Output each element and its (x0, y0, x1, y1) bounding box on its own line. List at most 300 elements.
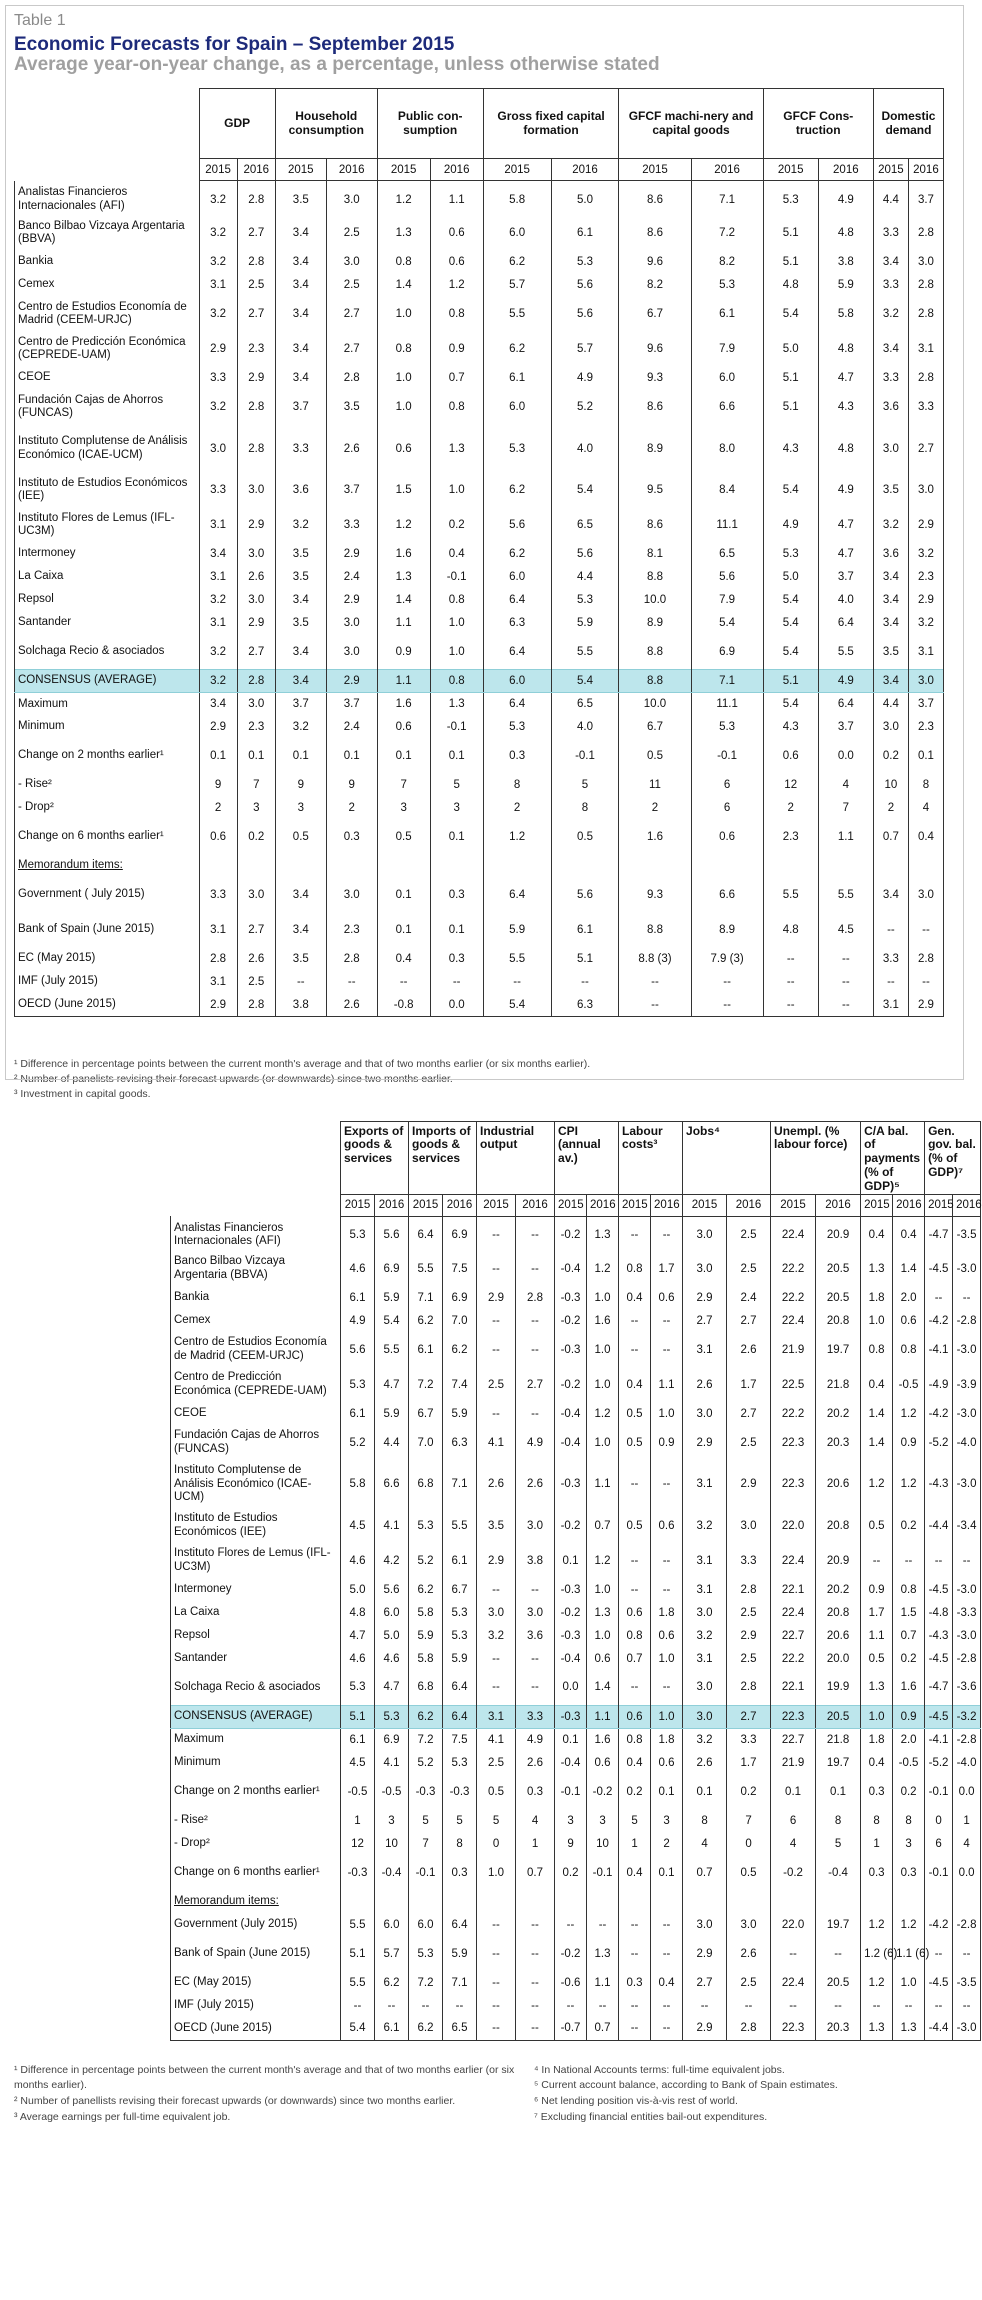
cell-value: 5 (816, 1832, 861, 1855)
cell-value: 3.3 (199, 367, 237, 390)
cell-value: 5 (477, 1809, 516, 1832)
cell-value: 3.0 (326, 181, 377, 216)
footnote: ⁶ Net lending position vis-à-vis rest of world. (534, 2095, 738, 2108)
cell-value: 1.0 (377, 390, 430, 425)
cell-value: 0.3 (861, 1774, 893, 1809)
cell-value (443, 1890, 477, 1913)
cell-value: 2.9 (908, 994, 943, 1017)
cell-value: 6.8 (409, 1460, 443, 1508)
cell-value: 7.2 (409, 1367, 443, 1402)
cell-value: 2.6 (727, 1332, 771, 1367)
cell-value: -0.2 (555, 1309, 587, 1332)
cell-value: 3.4 (199, 543, 237, 566)
cell-value: 1.0 (430, 635, 483, 670)
cell-value: 3.0 (727, 1508, 771, 1543)
cell-value: 0.6 (377, 716, 430, 739)
cell-value: 8 (683, 1809, 727, 1832)
cell-value: 0.2 (430, 508, 483, 543)
cell-value: -3.6 (953, 1670, 981, 1705)
cell-value: 5.3 (409, 1508, 443, 1543)
cell-value: -- (651, 2017, 683, 2040)
year-header: 2016 (551, 159, 619, 181)
cell-value: 1.0 (477, 1855, 516, 1890)
cell-value: 7 (237, 774, 275, 797)
cell-value: 8 (893, 1809, 925, 1832)
cell-value: 8.6 (619, 508, 691, 543)
cell-value: 4.9 (551, 367, 619, 390)
cell-value: 3.3 (908, 390, 943, 425)
cell-value: 4.1 (477, 1728, 516, 1751)
cell-value: 2.8 (908, 948, 943, 971)
cell-value: 6.2 (409, 1309, 443, 1332)
year-header: 2016 (651, 1194, 683, 1216)
cell-value: 0.1 (275, 739, 326, 774)
cell-value: -- (619, 1309, 651, 1332)
cell-value: -- (477, 2017, 516, 2040)
cell-value: 5.5 (483, 297, 551, 332)
year-header: 2015 (199, 159, 237, 181)
cell-value: -- (818, 994, 873, 1017)
cell-value: 0.8 (619, 1728, 651, 1751)
cell-value: 3.0 (683, 1670, 727, 1705)
footnote: ¹ Difference in percentage points between the current month's average and that of two months earlier (or six months earlier). (14, 1058, 591, 1070)
cell-value: 0.8 (430, 589, 483, 612)
cell-value: -0.2 (555, 1216, 587, 1251)
cell-value: 5.1 (341, 1936, 375, 1971)
cell-value: 1.0 (587, 1578, 619, 1601)
cell-value: 5.5 (763, 878, 818, 913)
cell-value: -5.2 (925, 1751, 953, 1774)
cell-value: 6 (691, 774, 763, 797)
cell-value: -0.5 (375, 1774, 409, 1809)
cell-value: 1.1 (861, 1624, 893, 1647)
row-label: Centro de Predicción Económica (CEPREDE-UAM) (15, 332, 200, 367)
row-label: Memorandum items: (15, 855, 200, 878)
cell-value: 3.7 (908, 693, 943, 716)
cell-value: -- (409, 1994, 443, 2017)
row-label: Solchaga Recio & asociados (15, 635, 200, 670)
cell-value: 2.8 (727, 1670, 771, 1705)
cell-value: 1.7 (727, 1367, 771, 1402)
row-label: Instituto de Estudios Económicos (IEE) (15, 473, 200, 508)
cell-value (555, 1890, 587, 1913)
cell-value: 0.3 (430, 878, 483, 913)
cell-value: 6 (925, 1832, 953, 1855)
cell-value: 3.0 (326, 878, 377, 913)
cell-value: 5.9 (409, 1624, 443, 1647)
cell-value: 9 (326, 774, 377, 797)
cell-value: 3.2 (199, 297, 237, 332)
cell-value (619, 1890, 651, 1913)
cell-value: 2.8 (908, 216, 943, 251)
cell-value: -- (619, 1543, 651, 1578)
row-label: Maximum (15, 693, 200, 716)
cell-value: 0.4 (908, 820, 943, 855)
cell-value: 6.0 (483, 390, 551, 425)
cell-value: 0.2 (893, 1774, 925, 1809)
table-row (171, 1855, 981, 1890)
cell-value: -0.3 (341, 1855, 375, 1890)
table-row (171, 2017, 981, 2040)
cell-value: 3.3 (873, 367, 908, 390)
cell-value: -4.5 (925, 1971, 953, 1994)
cell-value: 2.6 (326, 994, 377, 1017)
cell-value (953, 1890, 981, 1913)
cell-value: 5.3 (409, 1936, 443, 1971)
cell-value: 3.0 (683, 1251, 727, 1286)
cell-value: 0.8 (377, 332, 430, 367)
cell-value (477, 1890, 516, 1913)
table-row (171, 1624, 981, 1647)
cell-value: 3.0 (237, 473, 275, 508)
cell-value: 3.0 (683, 1402, 727, 1425)
cell-value: 3.3 (873, 216, 908, 251)
cell-value: 1.3 (430, 425, 483, 473)
cell-value: 0.0 (953, 1855, 981, 1890)
row-label: Centro de Estudios Economía de Madrid (CEEM-URJC) (171, 1332, 341, 1367)
cell-value: 22.4 (771, 1971, 816, 1994)
cell-value: 0.3 (516, 1774, 555, 1809)
cell-value: 8 (816, 1809, 861, 1832)
table-row (171, 1578, 981, 1601)
cell-value: 3.1 (683, 1578, 727, 1601)
cell-value: 5.9 (551, 612, 619, 635)
cell-value: 0.0 (953, 1774, 981, 1809)
table-row (171, 1367, 981, 1402)
cell-value: 3.0 (516, 1601, 555, 1624)
cell-value: -- (516, 1309, 555, 1332)
cell-value: 2.9 (683, 2017, 727, 2040)
cell-value: 0.5 (619, 1508, 651, 1543)
cell-value: 2.3 (763, 820, 818, 855)
cell-value: 5.3 (443, 1624, 477, 1647)
cell-value: -- (375, 1994, 409, 2017)
cell-value: -0.1 (430, 716, 483, 739)
cell-value: 3.3 (873, 274, 908, 297)
cell-value: 1.7 (727, 1751, 771, 1774)
cell-value: 0.1 (430, 820, 483, 855)
cell-value: 0.7 (587, 2017, 619, 2040)
row-label: Change on 6 months earlier¹ (171, 1855, 341, 1890)
row-label: Santander (15, 612, 200, 635)
cell-value: 1.3 (377, 216, 430, 251)
cell-value: 5.4 (375, 1309, 409, 1332)
table-row (171, 1216, 981, 1251)
cell-value: -- (477, 1332, 516, 1367)
cell-value: 0.6 (893, 1309, 925, 1332)
row-label: - Rise² (171, 1809, 341, 1832)
cell-value: 0.8 (430, 390, 483, 425)
cell-value: 7.5 (443, 1251, 477, 1286)
cell-value: 3.0 (683, 1913, 727, 1936)
cell-value (651, 1890, 683, 1913)
cell-value: 2.3 (237, 716, 275, 739)
cell-value: 3.4 (873, 670, 908, 693)
cell-value: 8.6 (619, 181, 691, 216)
cell-value: 1.0 (377, 367, 430, 390)
cell-value: 4.5 (341, 1508, 375, 1543)
cell-value: 3.0 (237, 589, 275, 612)
cell-value: 5.1 (341, 1705, 375, 1728)
cell-value: 6.2 (409, 1578, 443, 1601)
cell-value: 2.9 (199, 716, 237, 739)
table-row (171, 1647, 981, 1670)
cell-value: 3.7 (326, 693, 377, 716)
cell-value: 1.1 (430, 181, 483, 216)
cell-value: 3.7 (908, 181, 943, 216)
cell-value: -- (551, 971, 619, 994)
cell-value: 5.4 (341, 2017, 375, 2040)
cell-value: 4.9 (341, 1309, 375, 1332)
cell-value: 5.5 (341, 1971, 375, 1994)
cell-value: 3.0 (326, 612, 377, 635)
cell-value: 1.8 (651, 1728, 683, 1751)
cell-value: 1 (516, 1832, 555, 1855)
cell-value: 3 (237, 797, 275, 820)
cell-value: 22.2 (771, 1402, 816, 1425)
cell-value: 0.4 (377, 948, 430, 971)
table-row (171, 1809, 981, 1832)
cell-value: 0.8 (430, 670, 483, 693)
cell-value: 0.8 (619, 1251, 651, 1286)
cell-value: 20.5 (816, 1705, 861, 1728)
cell-value: 6.1 (341, 1728, 375, 1751)
cell-value: 3.4 (873, 878, 908, 913)
cell-value: 5.5 (375, 1332, 409, 1367)
cell-value: 0.9 (651, 1425, 683, 1460)
cell-value: -- (477, 1216, 516, 1251)
cell-value: 5 (430, 774, 483, 797)
cell-value: 3.2 (199, 216, 237, 251)
cell-value: 7.9 (691, 332, 763, 367)
row-label: Instituto Complutense de Análisis Económico (ICAE-UCM) (171, 1460, 341, 1508)
cell-value: 6.7 (443, 1578, 477, 1601)
cell-value: 3.4 (275, 670, 326, 693)
cell-value: 1.0 (651, 1402, 683, 1425)
cell-value: 0.2 (727, 1774, 771, 1809)
cell-value: 5.8 (409, 1647, 443, 1670)
cell-value: 4.0 (818, 589, 873, 612)
cell-value: -- (619, 971, 691, 994)
cell-value: 2.6 (683, 1367, 727, 1402)
cell-value: 0 (925, 1809, 953, 1832)
cell-value: 5.5 (409, 1251, 443, 1286)
year-header: 2015 (873, 159, 908, 181)
row-label: Banco Bilbao Vizcaya Argentaria (BBVA) (15, 216, 200, 251)
cell-value: 2.8 (908, 367, 943, 390)
cell-value: 2.8 (908, 297, 943, 332)
cell-value: 22.1 (771, 1578, 816, 1601)
column-header: Public con-sumption (377, 89, 483, 159)
cell-value: 22.0 (771, 1508, 816, 1543)
cell-value: -- (516, 1332, 555, 1367)
cell-value: 8.8 (619, 566, 691, 589)
cell-value: 2.9 (908, 508, 943, 543)
cell-value: -- (430, 971, 483, 994)
cell-value: 1.2 (893, 1402, 925, 1425)
memorandum-row (171, 1890, 981, 1913)
cell-value: 4.5 (818, 913, 873, 948)
cell-value: 3.0 (326, 251, 377, 274)
row-label: EC (May 2015) (171, 1971, 341, 1994)
cell-value: 8 (908, 774, 943, 797)
cell-value: 22.2 (771, 1647, 816, 1670)
cell-value: -4.2 (925, 1913, 953, 1936)
cell-value (925, 1890, 953, 1913)
cell-value: 5.0 (763, 332, 818, 367)
cell-value: 6.2 (483, 332, 551, 367)
cell-value: 3.0 (477, 1601, 516, 1624)
cell-value: 2.6 (237, 566, 275, 589)
cell-value: 3.2 (199, 589, 237, 612)
cell-value: -3.0 (953, 1460, 981, 1508)
cell-value (516, 1890, 555, 1913)
year-header: 2016 (430, 159, 483, 181)
cell-value: -0.5 (893, 1751, 925, 1774)
cell-value: 3.2 (275, 716, 326, 739)
cell-value: 2.6 (477, 1460, 516, 1508)
cell-value: 3.4 (275, 367, 326, 390)
row-label: Santander (171, 1647, 341, 1670)
table-row (171, 1601, 981, 1624)
cell-value: 3.3 (727, 1543, 771, 1578)
cell-value: 0.3 (483, 739, 551, 774)
cell-value: 6.9 (443, 1216, 477, 1251)
cell-value: 1.1 (818, 820, 873, 855)
cell-value: 1.0 (587, 1286, 619, 1309)
cell-value: 20.6 (816, 1460, 861, 1508)
row-label: OECD (June 2015) (15, 994, 200, 1017)
cell-value: -4.2 (925, 1309, 953, 1332)
cell-value: -- (477, 1309, 516, 1332)
cell-value: 0.5 (619, 1402, 651, 1425)
cell-value: -0.2 (555, 1601, 587, 1624)
cell-value: 3.3 (275, 425, 326, 473)
cell-value: 3.0 (908, 473, 943, 508)
cell-value: 0.1 (326, 739, 377, 774)
cell-value: 3.5 (275, 543, 326, 566)
cell-value: -- (925, 1936, 953, 1971)
cell-value: -- (651, 1332, 683, 1367)
cell-value: 12 (763, 774, 818, 797)
table-row (171, 1402, 981, 1425)
cell-value: -0.4 (375, 1855, 409, 1890)
year-header: 2016 (691, 159, 763, 181)
cell-value: 3 (377, 797, 430, 820)
cell-value: 0.3 (893, 1855, 925, 1890)
cell-value: -- (477, 1578, 516, 1601)
row-label: Fundación Cajas de Ahorros (FUNCAS) (171, 1425, 341, 1460)
cell-value: 1.7 (651, 1251, 683, 1286)
cell-value: 4.1 (375, 1751, 409, 1774)
cell-value: 0.6 (691, 820, 763, 855)
cell-value: -- (516, 1402, 555, 1425)
cell-value: 3.4 (873, 251, 908, 274)
cell-value: 1.2 (483, 820, 551, 855)
year-header: 2015 (477, 1194, 516, 1216)
cell-value: 4.6 (341, 1543, 375, 1578)
cell-value: 0.1 (683, 1774, 727, 1809)
cell-value: -3.9 (953, 1367, 981, 1402)
cell-value: -3.5 (953, 1216, 981, 1251)
table-row (171, 1670, 981, 1705)
row-label: Bank of Spain (June 2015) (171, 1936, 341, 1971)
cell-value: 9 (199, 774, 237, 797)
cell-value: 9.3 (619, 878, 691, 913)
cell-value: -- (816, 1994, 861, 2017)
cell-value: 0.9 (861, 1578, 893, 1601)
cell-value: -0.4 (555, 1751, 587, 1774)
cell-value: 3.2 (199, 251, 237, 274)
cell-value: 5.6 (375, 1216, 409, 1251)
cell-value: 3.5 (275, 181, 326, 216)
cell-value: 0.1 (377, 739, 430, 774)
cell-value: -- (619, 2017, 651, 2040)
row-label: Intermoney (171, 1578, 341, 1601)
cell-value: -- (619, 1460, 651, 1508)
cell-value: 3.4 (199, 693, 237, 716)
cell-value: 12 (341, 1832, 375, 1855)
cell-value: 0.1 (771, 1774, 816, 1809)
cell-value: 2.7 (683, 1971, 727, 1994)
table-row (171, 1332, 981, 1367)
table-row (171, 1728, 981, 1751)
cell-value: 1.5 (377, 473, 430, 508)
cell-value: 2.8 (237, 390, 275, 425)
cell-value (816, 1890, 861, 1913)
cell-value: 5.9 (818, 274, 873, 297)
cell-value: 0.1 (555, 1728, 587, 1751)
column-header: Gross fixed capital formation (483, 89, 619, 159)
cell-value: 6.0 (691, 367, 763, 390)
cell-value: 5.6 (551, 543, 619, 566)
cell-value: 3.7 (326, 473, 377, 508)
cell-value: 4.2 (375, 1543, 409, 1578)
cell-value: -- (619, 1936, 651, 1971)
cell-value: 1.1 (377, 670, 430, 693)
cell-value: 1 (953, 1809, 981, 1832)
cell-value: -0.1 (691, 739, 763, 774)
cell-value: 5.4 (691, 612, 763, 635)
row-label: CEOE (171, 1402, 341, 1425)
cell-value: -0.5 (893, 1367, 925, 1402)
cell-value: 6.9 (691, 635, 763, 670)
table-row (171, 1508, 981, 1543)
cell-value: 6.0 (483, 670, 551, 693)
cell-value: 4.8 (763, 274, 818, 297)
cell-value: 3.3 (326, 508, 377, 543)
cell-value: -- (619, 1332, 651, 1367)
cell-value: 1.5 (893, 1601, 925, 1624)
row-label: Maximum (171, 1728, 341, 1751)
cell-value: -- (771, 1936, 816, 1971)
cell-value: 2.0 (893, 1286, 925, 1309)
year-header: 2016 (727, 1194, 771, 1216)
cell-value: 2.9 (199, 994, 237, 1017)
cell-value: 1.6 (619, 820, 691, 855)
cell-value: 5.4 (763, 297, 818, 332)
column-header: GDP (199, 89, 275, 159)
cell-value: 0.8 (861, 1332, 893, 1367)
cell-value: 5.1 (551, 948, 619, 971)
cell-value: 4.9 (763, 508, 818, 543)
cell-value: -0.3 (555, 1578, 587, 1601)
cell-value: 7 (377, 774, 430, 797)
cell-value: 0.7 (516, 1855, 555, 1890)
cell-value: 2.7 (237, 913, 275, 948)
cell-value: -0.2 (771, 1855, 816, 1890)
cell-value: 2.7 (326, 297, 377, 332)
